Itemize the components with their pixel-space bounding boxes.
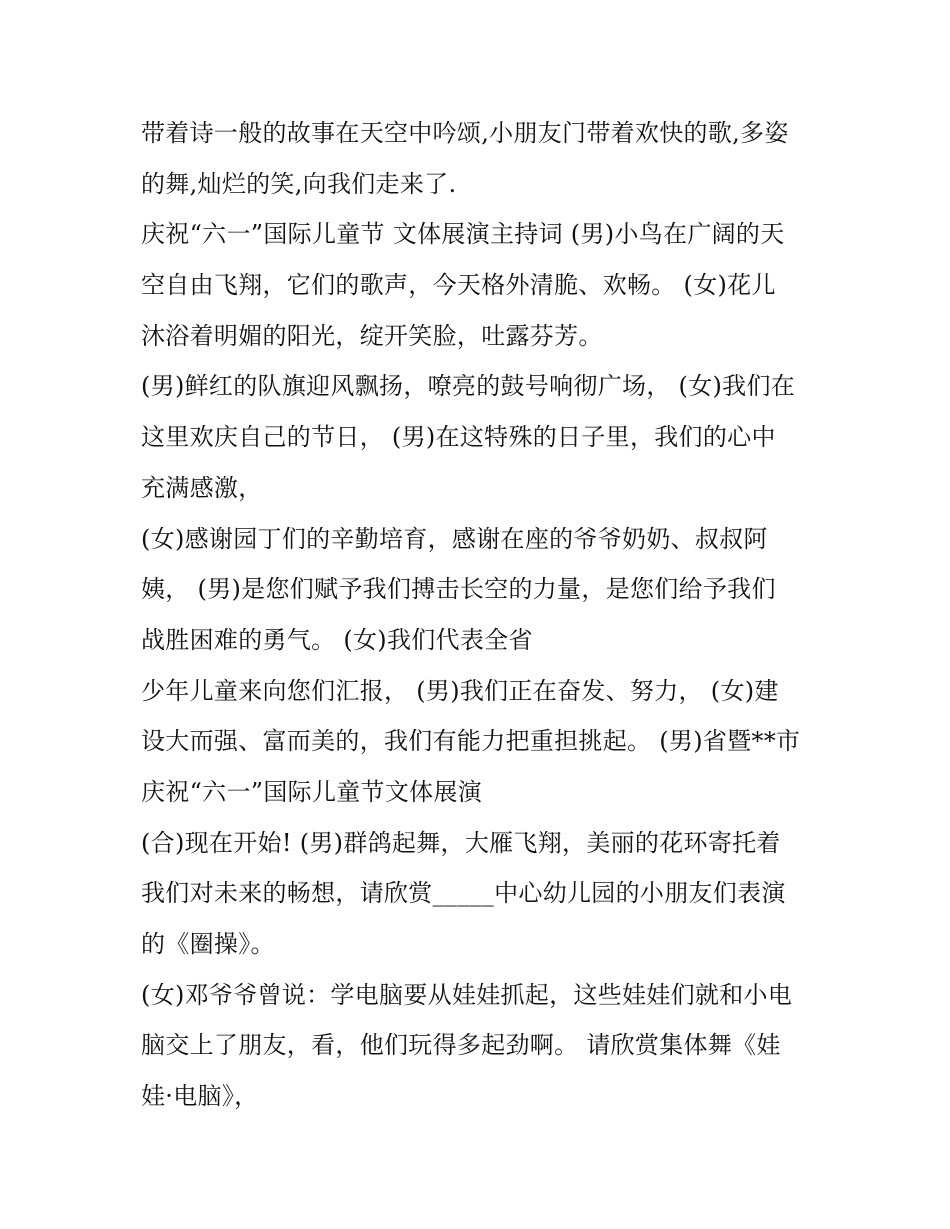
text-line: 这里欢庆自己的节日， (男)在这特殊的日子里，我们的心中 bbox=[141, 423, 776, 452]
text-line: 脑交上了朋友，看，他们玩得多起劲啊。 请欣赏集体舞《娃 bbox=[141, 1031, 781, 1060]
text-line: 娃·电脑》， bbox=[141, 1082, 259, 1111]
text-line: 庆祝“六一”国际儿童节文体展演 bbox=[141, 777, 483, 806]
text-line: 沐浴着明媚的阳光，绽开笑脸，吐露芬芳。 bbox=[141, 321, 603, 350]
text-line: (合)现在开始! (男)群鸽起舞，大雁飞翔，美丽的花环寄托着 bbox=[141, 828, 781, 857]
text-line: 战胜困难的勇气。 (女)我们代表全省 bbox=[141, 625, 533, 654]
text-line: 庆祝“六一”国际儿童节 文体展演主持词 (男)小鸟在广阔的天 bbox=[141, 220, 785, 249]
text-line: 姨， (男)是您们赋予我们搏击长空的力量，是您们给予我们 bbox=[141, 575, 776, 604]
text-line: 充满感激， bbox=[141, 473, 263, 502]
text-line: 带着诗一般的故事在天空中吟颂,小朋友门带着欢快的歌,多姿 bbox=[141, 119, 789, 147]
text-line: (女)邓爷爷曾说：学电脑要从娃娃抓起，这些娃娃们就和小电 bbox=[141, 980, 793, 1009]
text-line: 的舞,灿烂的笑,向我们走来了. bbox=[141, 169, 457, 198]
text-line: 的《圈操》。 bbox=[141, 930, 275, 958]
body-text bbox=[141, 108, 821, 1122]
text-line: 设大而强、富而美的，我们有能力把重担挑起。 (男)省暨**市 bbox=[141, 727, 801, 756]
text-line: (女)感谢园丁们的辛勤培育，感谢在座的爷爷奶奶、叔叔阿 bbox=[141, 524, 768, 553]
text-line: 我们对未来的畅想，请欣赏_____中心幼儿园的小朋友们表演 bbox=[141, 879, 786, 908]
text-line: (男)鲜红的队旗迎风飘扬，嘹亮的鼓号响彻广场， (女)我们在 bbox=[141, 372, 796, 401]
text-line: 空自由飞翔，它们的歌声，今天格外清脆、欢畅。 (女)花儿 bbox=[141, 271, 776, 300]
text-line: 少年儿童来向您们汇报， (男)我们正在奋发、努力， (女)建 bbox=[141, 676, 779, 705]
